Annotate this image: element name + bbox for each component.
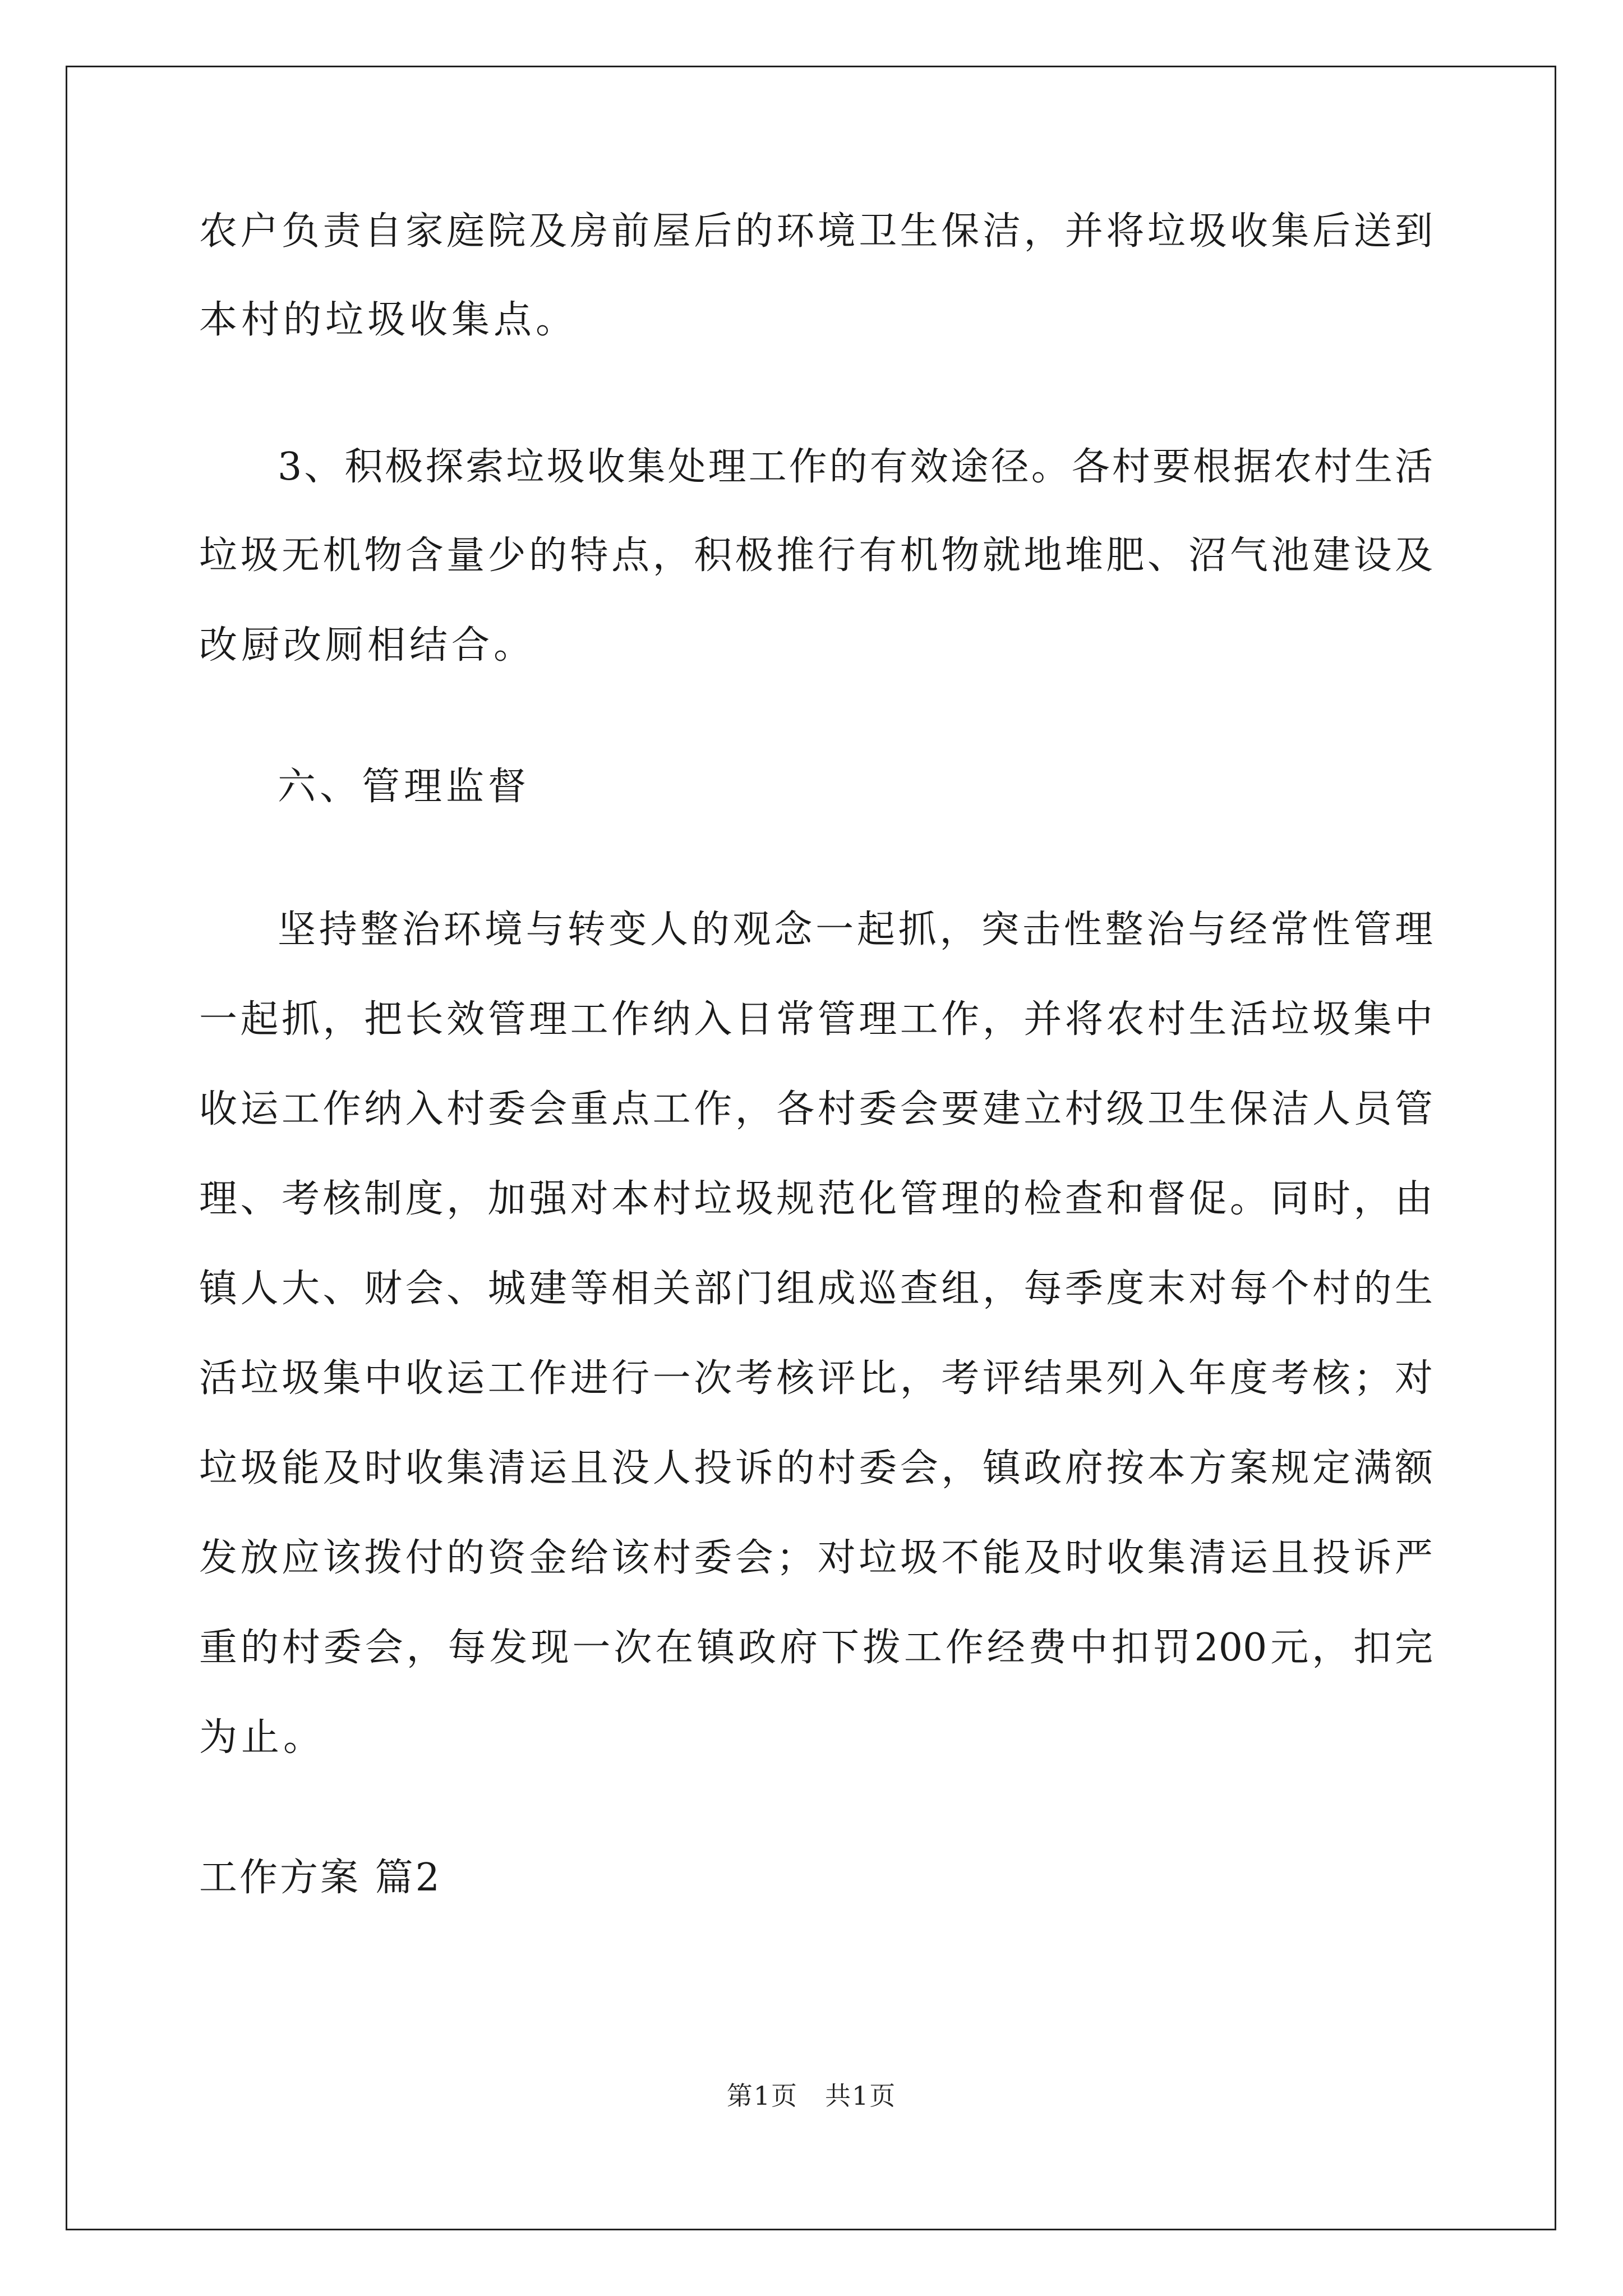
text-line: 活垃圾集中收运工作进行一次考核评比，考评结果列入年度考核；对: [199, 1356, 1433, 1401]
page-footer: 第1页 共1页: [726, 2081, 897, 2111]
text-line: 3、积极探索垃圾收集处理工作的有效途径。各村要根据农村生活: [278, 445, 1433, 489]
text-line: 镇人大、财会、城建等相关部门组成巡查组，每季度末对每个村的生: [199, 1267, 1433, 1311]
text-line: 重的村委会，每发现一次在镇政府下拨工作经费中扣罚200元，扣完: [199, 1626, 1433, 1670]
text-line: 一起抓，把长效管理工作纳入日常管理工作，并将农村生活垃圾集中: [199, 997, 1433, 1042]
section-title: 工作方案 篇2: [199, 1856, 442, 1900]
text-line: 垃圾能及时收集清运且没人投诉的村委会，镇政府按本方案规定满额: [199, 1446, 1433, 1490]
text-line: 坚持整治环境与转变人的观念一起抓，突击性整治与经常性管理: [278, 908, 1433, 952]
text-line: 垃圾无机物含量少的特点，积极推行有机物就地堆肥、沼气池建设及: [199, 533, 1433, 578]
text-line: 收运工作纳入村委会重点工作，各村委会要建立村级卫生保洁人员管: [199, 1087, 1433, 1131]
page-border: [66, 66, 1556, 2230]
text-line: 发放应该拨付的资金给该村委会；对垃圾不能及时收集清运且投诉严: [199, 1536, 1433, 1580]
text-line: 为止。: [199, 1715, 326, 1760]
text-line: 改厨改厕相结合。: [199, 623, 536, 668]
section-heading: 六、管理监督: [278, 765, 531, 809]
text-line: 理、考核制度，加强对本村垃圾规范化管理的检查和督促。同时，由: [199, 1177, 1433, 1221]
text-line: 农户负责自家庭院及房前屋后的环境卫生保洁，并将垃圾收集后送到: [199, 209, 1433, 254]
text-line: 本村的垃圾收集点。: [199, 298, 578, 342]
